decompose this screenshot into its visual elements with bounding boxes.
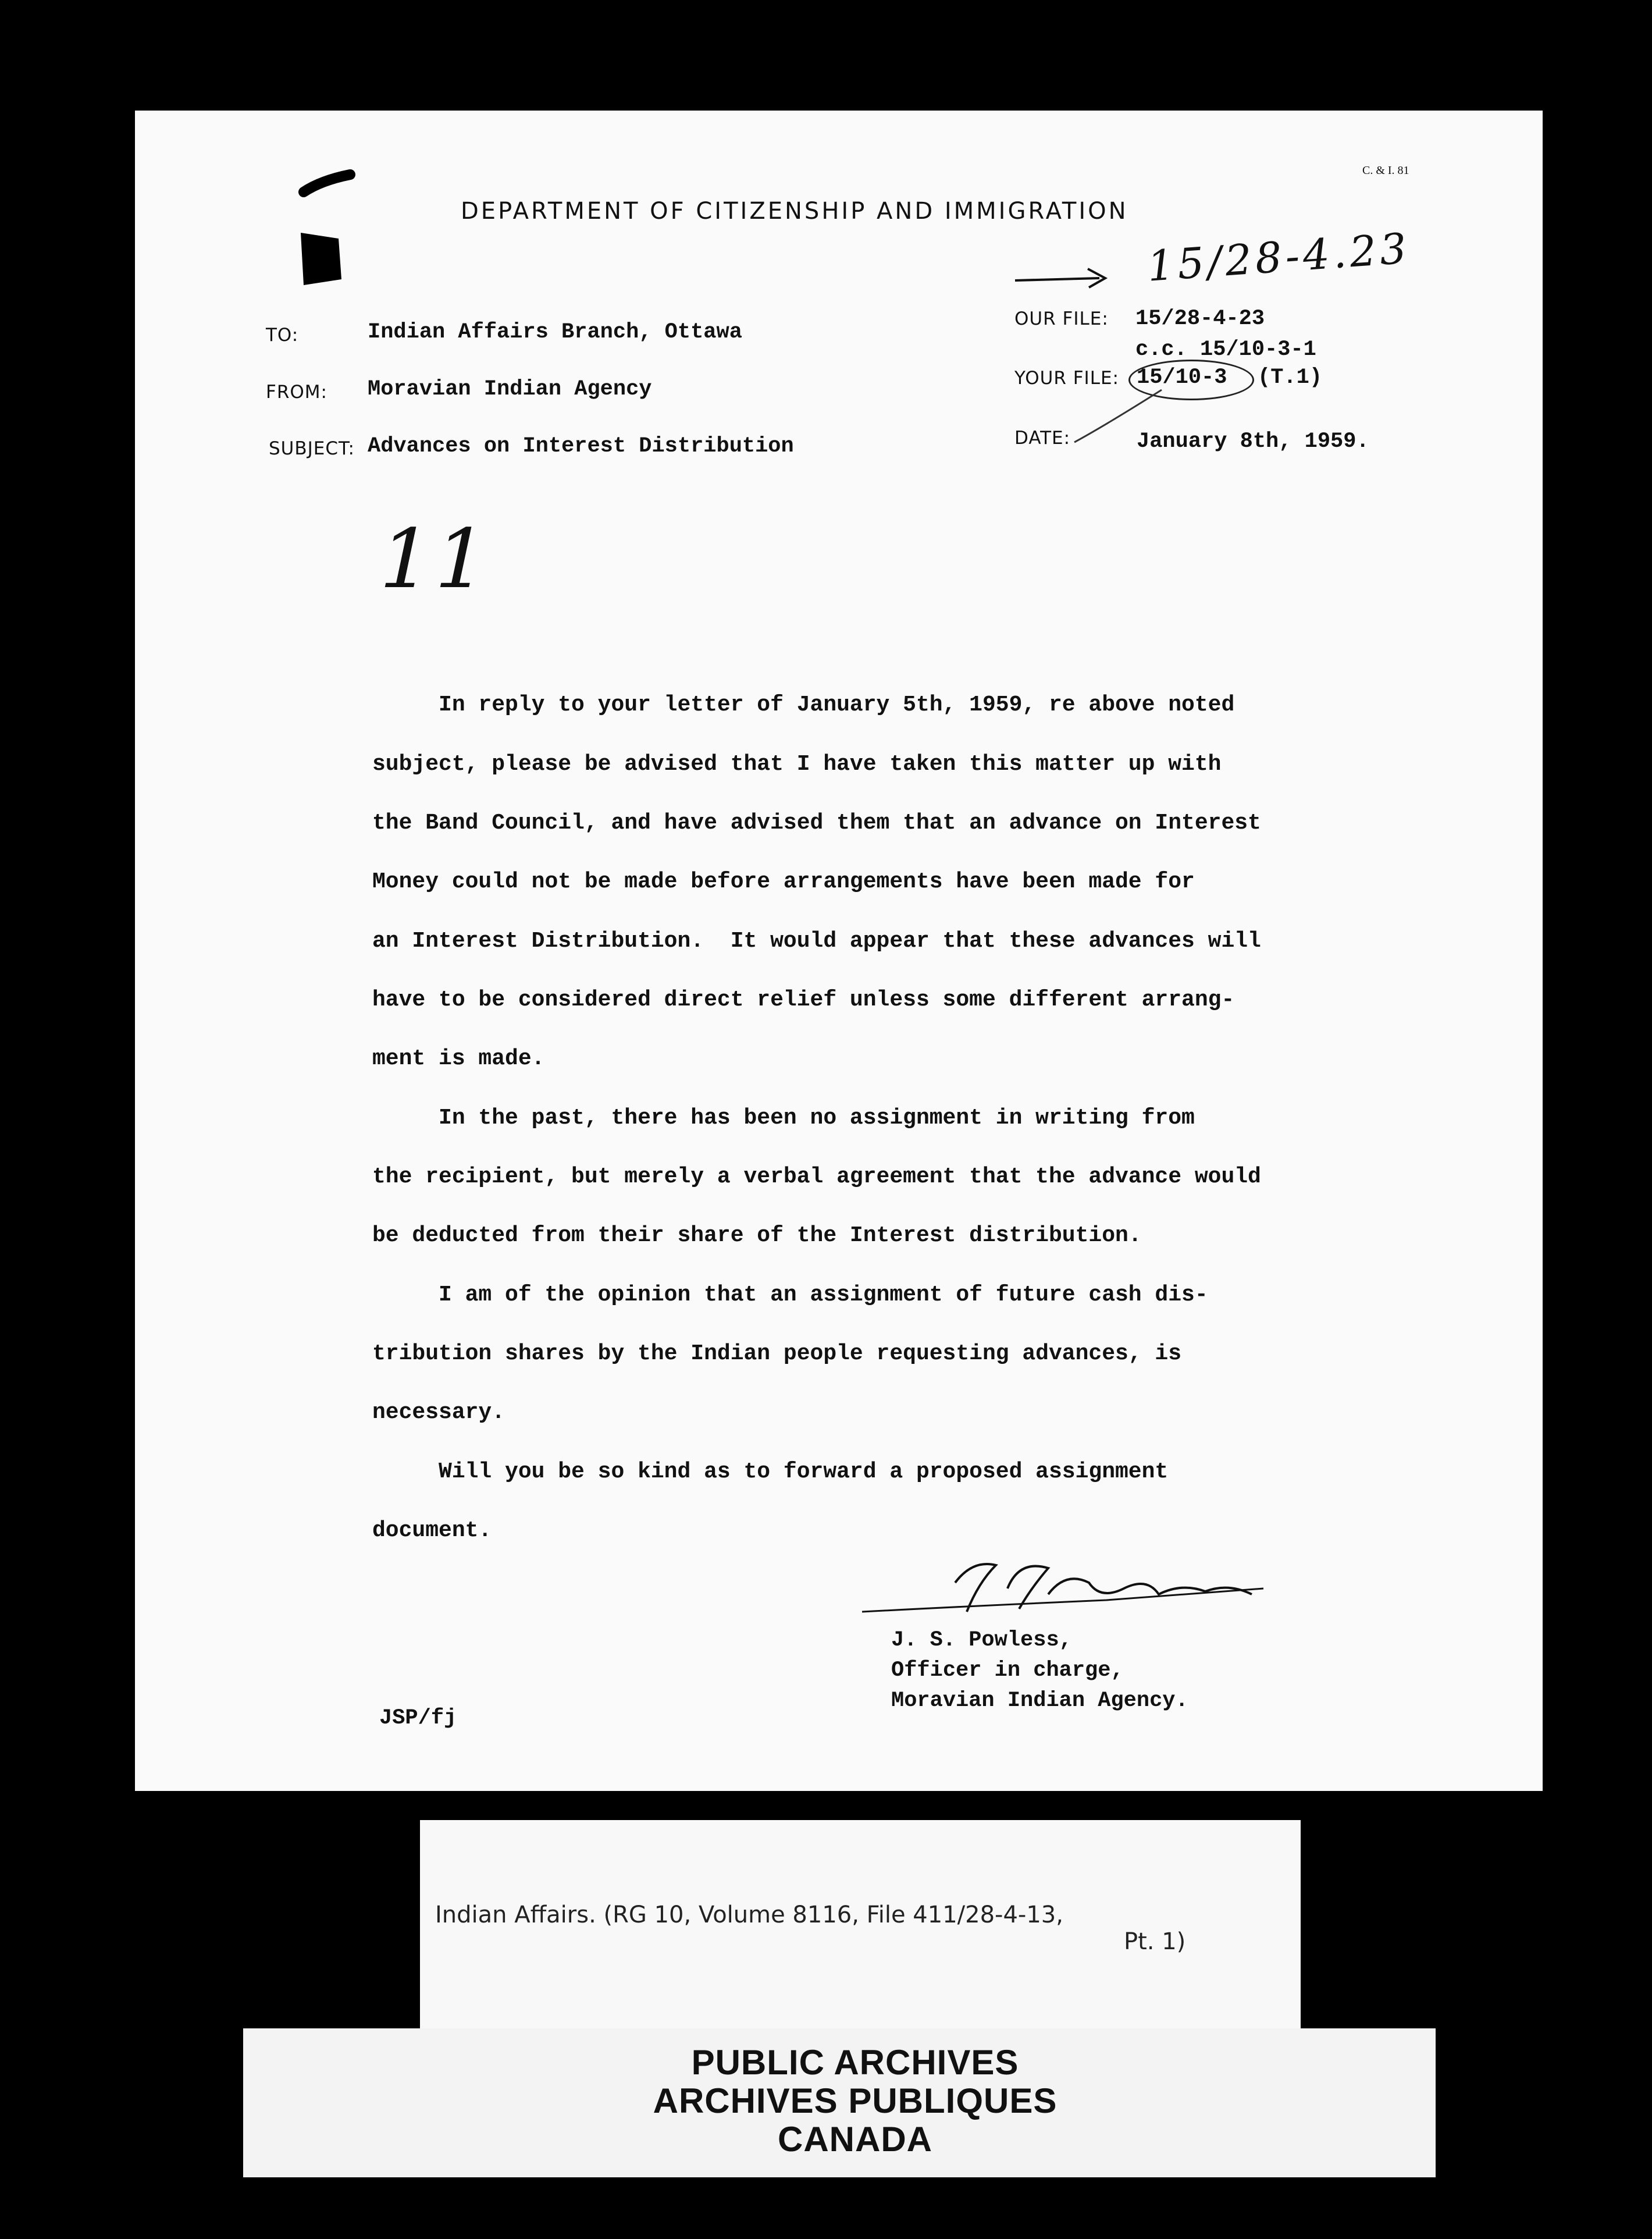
archive-reference-line2: Pt. 1) (1124, 1928, 1186, 1955)
body-line: necessary. (372, 1400, 505, 1425)
typist-initials: JSP/fj (379, 1706, 457, 1730)
body-line: Money could not be made before arrangements have been made for (372, 869, 1195, 894)
archive-stamp-line1: PUBLIC ARCHIVES (691, 2043, 1019, 2082)
body-line: tribution shares by the Indian people requesting advances, is (372, 1341, 1182, 1366)
body-line: have to be considered direct relief unless some different arrang- (372, 987, 1235, 1012)
signer-title: Officer in charge, (891, 1658, 1124, 1683)
department-heading: DEPARTMENT OF CITIZENSHIP AND IMMIGRATION (461, 198, 1128, 225)
your-file-value: 15/10-3 (1137, 365, 1227, 390)
subject-value: Advances on Interest Distribution (368, 434, 794, 459)
to-value: Indian Affairs Branch, Ottawa (368, 320, 742, 344)
handwritten-file-number: 15/28-4.23 (1145, 223, 1412, 291)
form-code: C. & I. 81 (1362, 164, 1409, 177)
archive-reference-line1: Indian Affairs. (RG 10, Volume 8116, File 411/28-4-13, (435, 1902, 1063, 1928)
signature (856, 1548, 1275, 1629)
from-value: Moravian Indian Agency (368, 377, 652, 401)
subject-label: SUBJECT: (269, 438, 355, 459)
body-line: I am of the opinion that an assignment of future cash dis- (372, 1282, 1208, 1307)
body-line: the recipient, but merely a verbal agreement that the advance would (372, 1164, 1261, 1189)
signer-org: Moravian Indian Agency. (891, 1689, 1188, 1713)
our-file-label: OUR FILE: (1014, 308, 1109, 329)
our-file-value: 15/28-4-23 (1135, 307, 1265, 331)
letter-page (135, 111, 1543, 1791)
archive-stamp-line3: CANADA (778, 2120, 932, 2159)
from-label: FROM: (266, 382, 327, 403)
body-line: document. (372, 1518, 492, 1543)
body-line: Will you be so kind as to forward a proposed assignment (372, 1459, 1169, 1484)
body-line: an Interest Distribution. It would appear that these advances will (372, 929, 1261, 954)
archive-stamp-line2: ARCHIVES PUBLIQUES (653, 2081, 1058, 2120)
redaction-marks (298, 163, 356, 303)
body-line: In the past, there has been no assignment in writing from (372, 1106, 1195, 1131)
arrow-icon (1012, 263, 1123, 292)
body-line: In reply to your letter of January 5th, 1959, re above noted (372, 692, 1235, 717)
body-line: ment is made. (372, 1046, 545, 1071)
body-line: subject, please be advised that I have taken this matter up with (372, 752, 1222, 777)
body-line: be deducted from their share of the Interest distribution. (372, 1223, 1142, 1248)
date-label: DATE: (1014, 428, 1071, 449)
to-label: TO: (266, 325, 299, 346)
your-file-suffix: (T.1) (1258, 365, 1323, 390)
cc-value: c.c. 15/10-3-1 (1135, 337, 1316, 362)
your-file-label: YOUR FILE: (1014, 368, 1120, 389)
date-value: January 8th, 1959. (1137, 429, 1369, 454)
body-line: the Band Council, and have advised them that an advance on Interest (372, 811, 1261, 836)
margin-mark: 11 (369, 512, 500, 607)
signer-name: J. S. Powless, (891, 1628, 1072, 1652)
